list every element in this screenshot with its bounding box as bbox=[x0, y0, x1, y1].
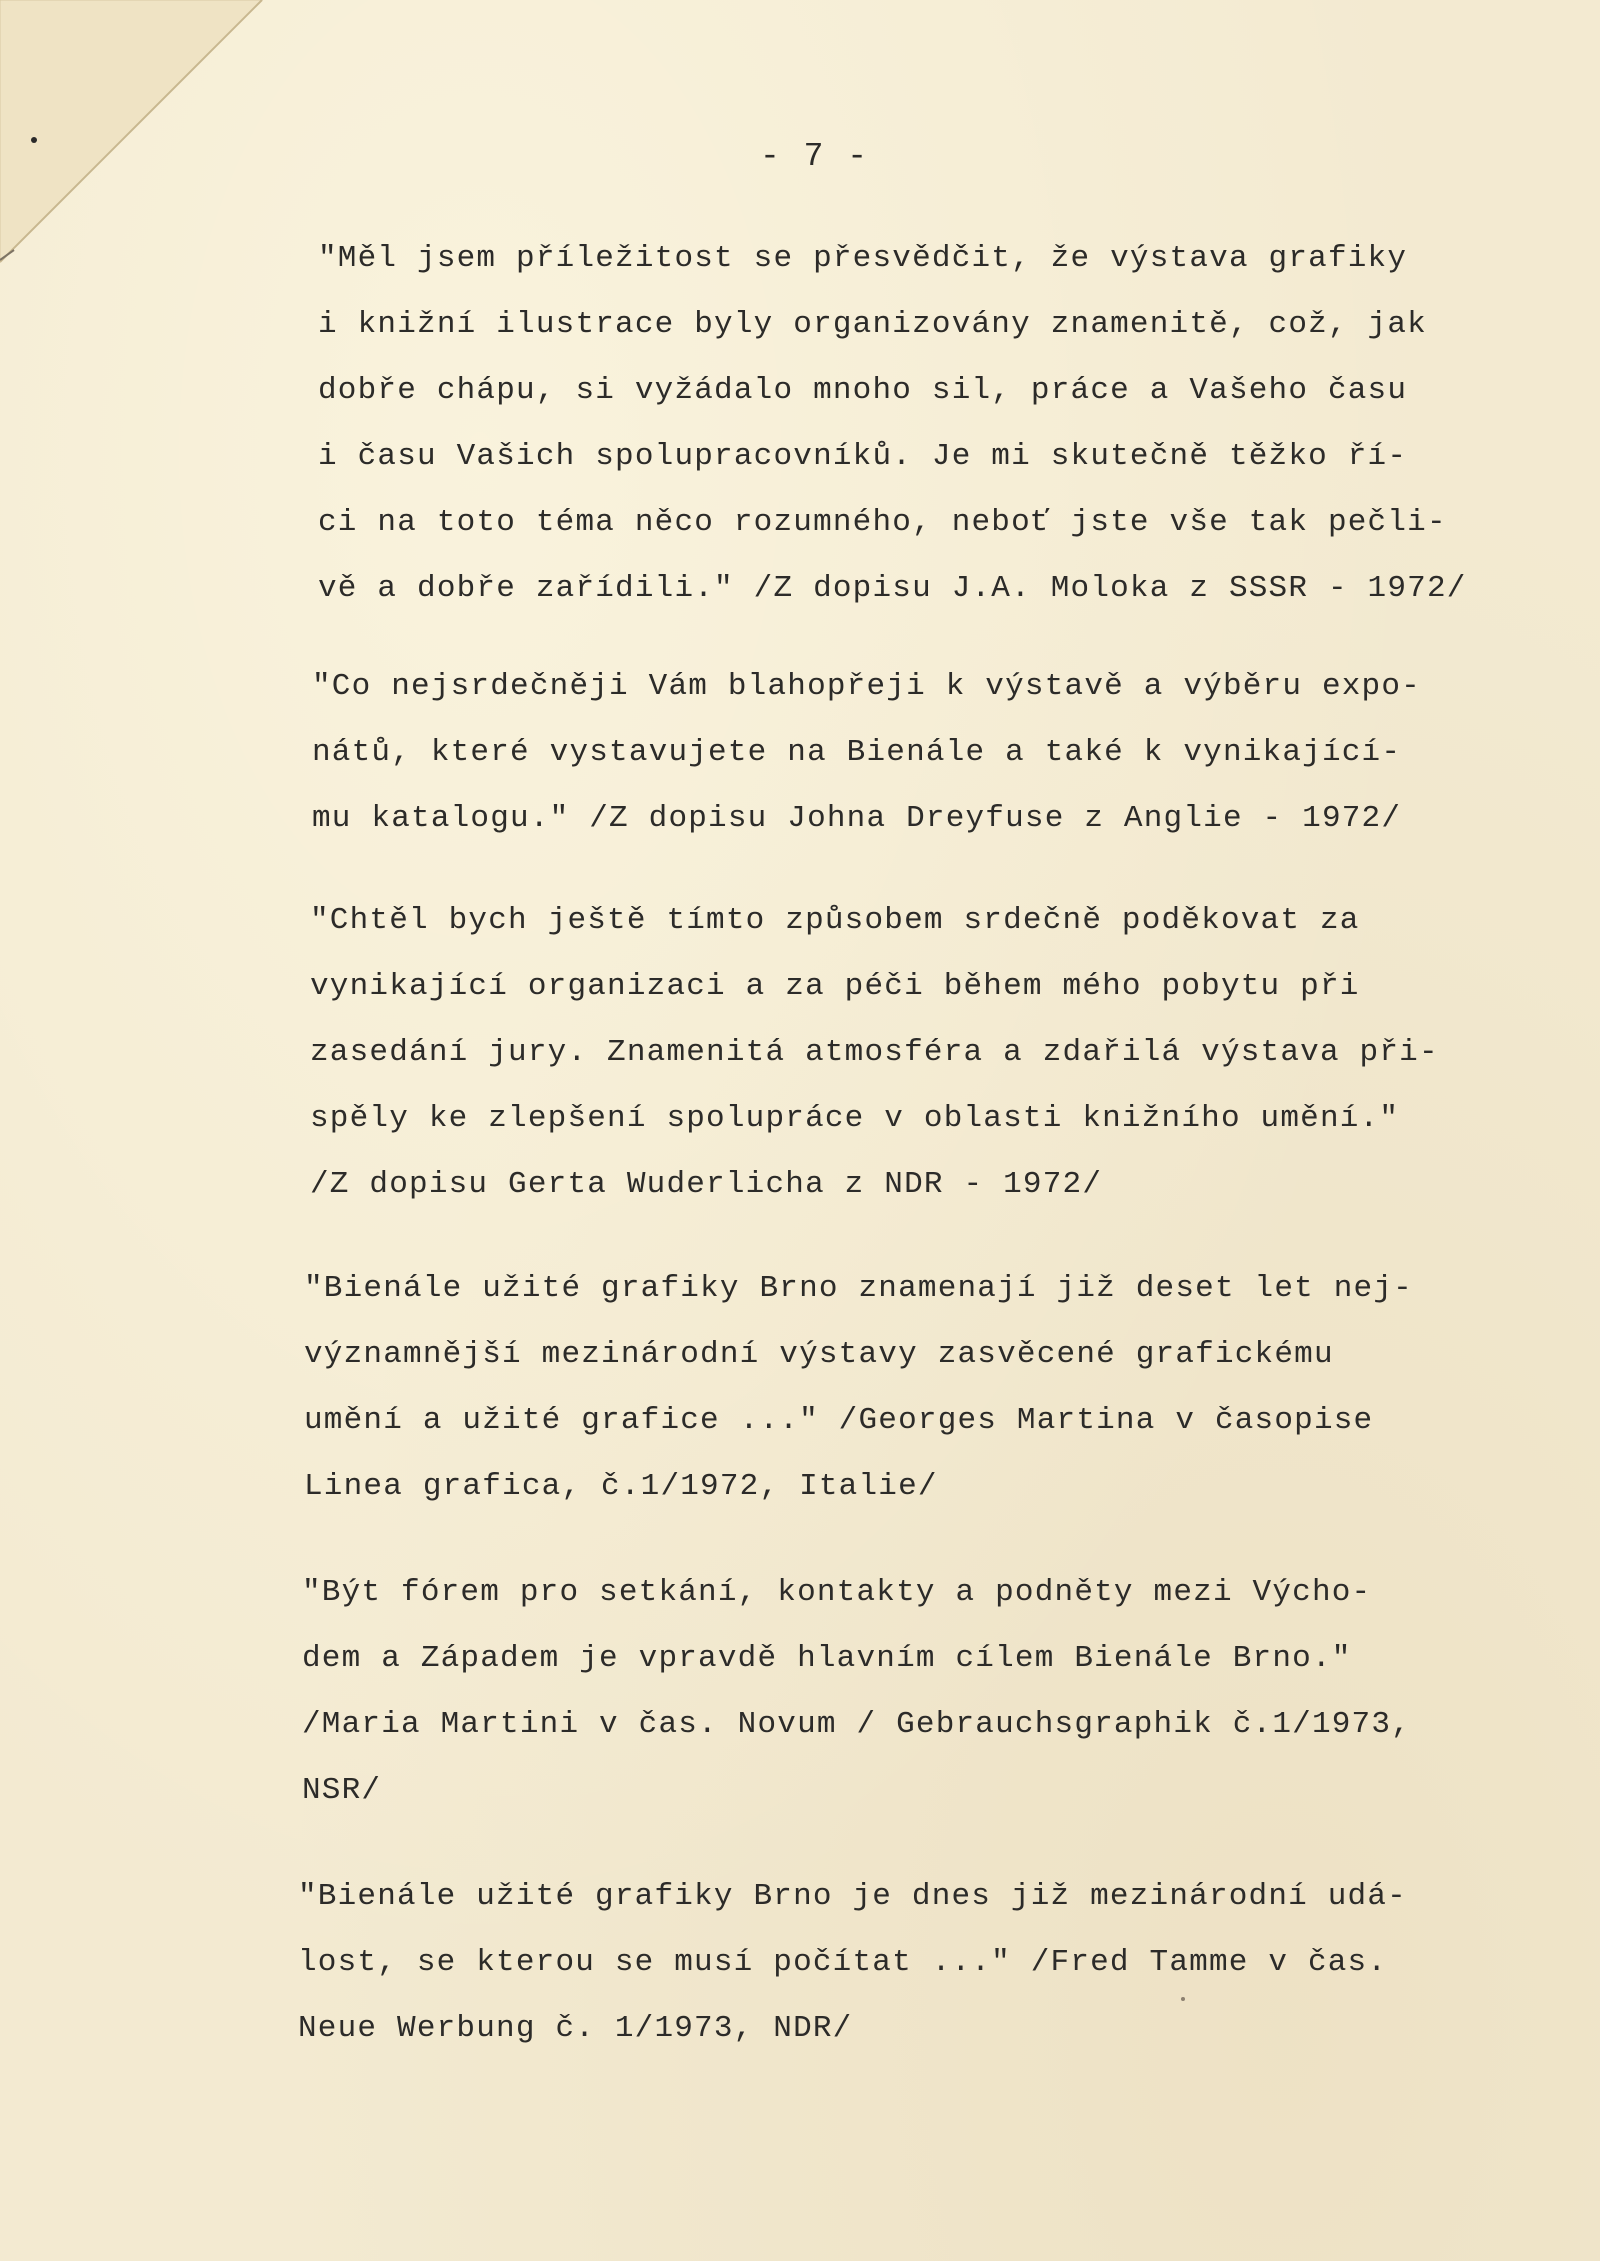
text-line: Neue Werbung č. 1/1973, NDR/ bbox=[298, 2011, 853, 2046]
text-line: i knižní ilustrace byly organizovány znamenitě, což, jak bbox=[318, 307, 1427, 342]
text-line: zasedání jury. Znamenitá atmosféra a zdařilá výstava při- bbox=[310, 1035, 1439, 1070]
quote-paragraph bbox=[304, 1256, 1464, 1520]
quote-paragraph bbox=[318, 226, 1478, 622]
quote-paragraph bbox=[302, 1560, 1462, 1824]
quote-paragraph bbox=[298, 1864, 1458, 2062]
text-line: dobře chápu, si vyžádalo mnoho sil, práce a Vašeho času bbox=[318, 373, 1408, 408]
text-line: /Maria Martini v čas. Novum / Gebrauchsgraphik č.1/1973, bbox=[302, 1707, 1411, 1742]
text-line: /Z dopisu Gerta Wuderlicha z NDR - 1972/ bbox=[310, 1167, 1103, 1202]
text-line: lost, se kterou se musí počítat ..." /Fred Tamme v čas. bbox=[298, 1945, 1388, 1980]
text-line: "Co nejsrdečněji Vám blahopřeji k výstavě a výběru expo- bbox=[312, 669, 1421, 704]
text-line: nátů, které vystavujete na Bienále a také k vynikající- bbox=[312, 735, 1402, 770]
text-line: vě a dobře zařídili." /Z dopisu J.A. Moloka z SSSR - 1972/ bbox=[318, 571, 1467, 606]
text-line: spěly ke zlepšení spolupráce v oblasti knižního umění." bbox=[310, 1101, 1400, 1136]
text-line: "Bienále užité grafiky Brno znamenají již deset let nej- bbox=[304, 1271, 1413, 1306]
page-number: - 7 - bbox=[760, 138, 870, 175]
text-line: umění a užité grafice ..." /Georges Martina v časopise bbox=[304, 1403, 1374, 1438]
text-line: vynikající organizaci a za péči během mého pobytu při bbox=[310, 969, 1360, 1004]
text-line: i času Vašich spolupracovníků. Je mi skutečně těžko ří- bbox=[318, 439, 1408, 474]
text-line: "Bienále užité grafiky Brno je dnes již mezinárodní udá- bbox=[298, 1879, 1407, 1914]
quote-paragraph bbox=[312, 654, 1472, 852]
text-line: NSR/ bbox=[302, 1773, 382, 1808]
text-line: ci na toto téma něco rozumného, neboť jste vše tak pečli- bbox=[318, 505, 1447, 540]
text-line: mu katalogu." /Z dopisu Johna Dreyfuse z Anglie - 1972/ bbox=[312, 801, 1402, 836]
text-line: "Měl jsem příležitost se přesvědčit, že výstava grafiky bbox=[318, 241, 1408, 276]
text-line: "Být fórem pro setkání, kontakty a podněty mezi Výcho- bbox=[302, 1575, 1372, 1610]
text-line: dem a Západem je vpravdě hlavním cílem Bienále Brno." bbox=[302, 1641, 1352, 1676]
folded-corner-icon bbox=[0, 0, 270, 280]
text-line: "Chtěl bych ještě tímto způsobem srdečně poděkovat za bbox=[310, 903, 1360, 938]
text-line: Linea grafica, č.1/1972, Italie/ bbox=[304, 1469, 938, 1504]
quote-paragraph bbox=[310, 888, 1470, 1218]
text-line: významnější mezinárodní výstavy zasvěcené grafickému bbox=[304, 1337, 1334, 1372]
punch-mark bbox=[31, 137, 37, 143]
